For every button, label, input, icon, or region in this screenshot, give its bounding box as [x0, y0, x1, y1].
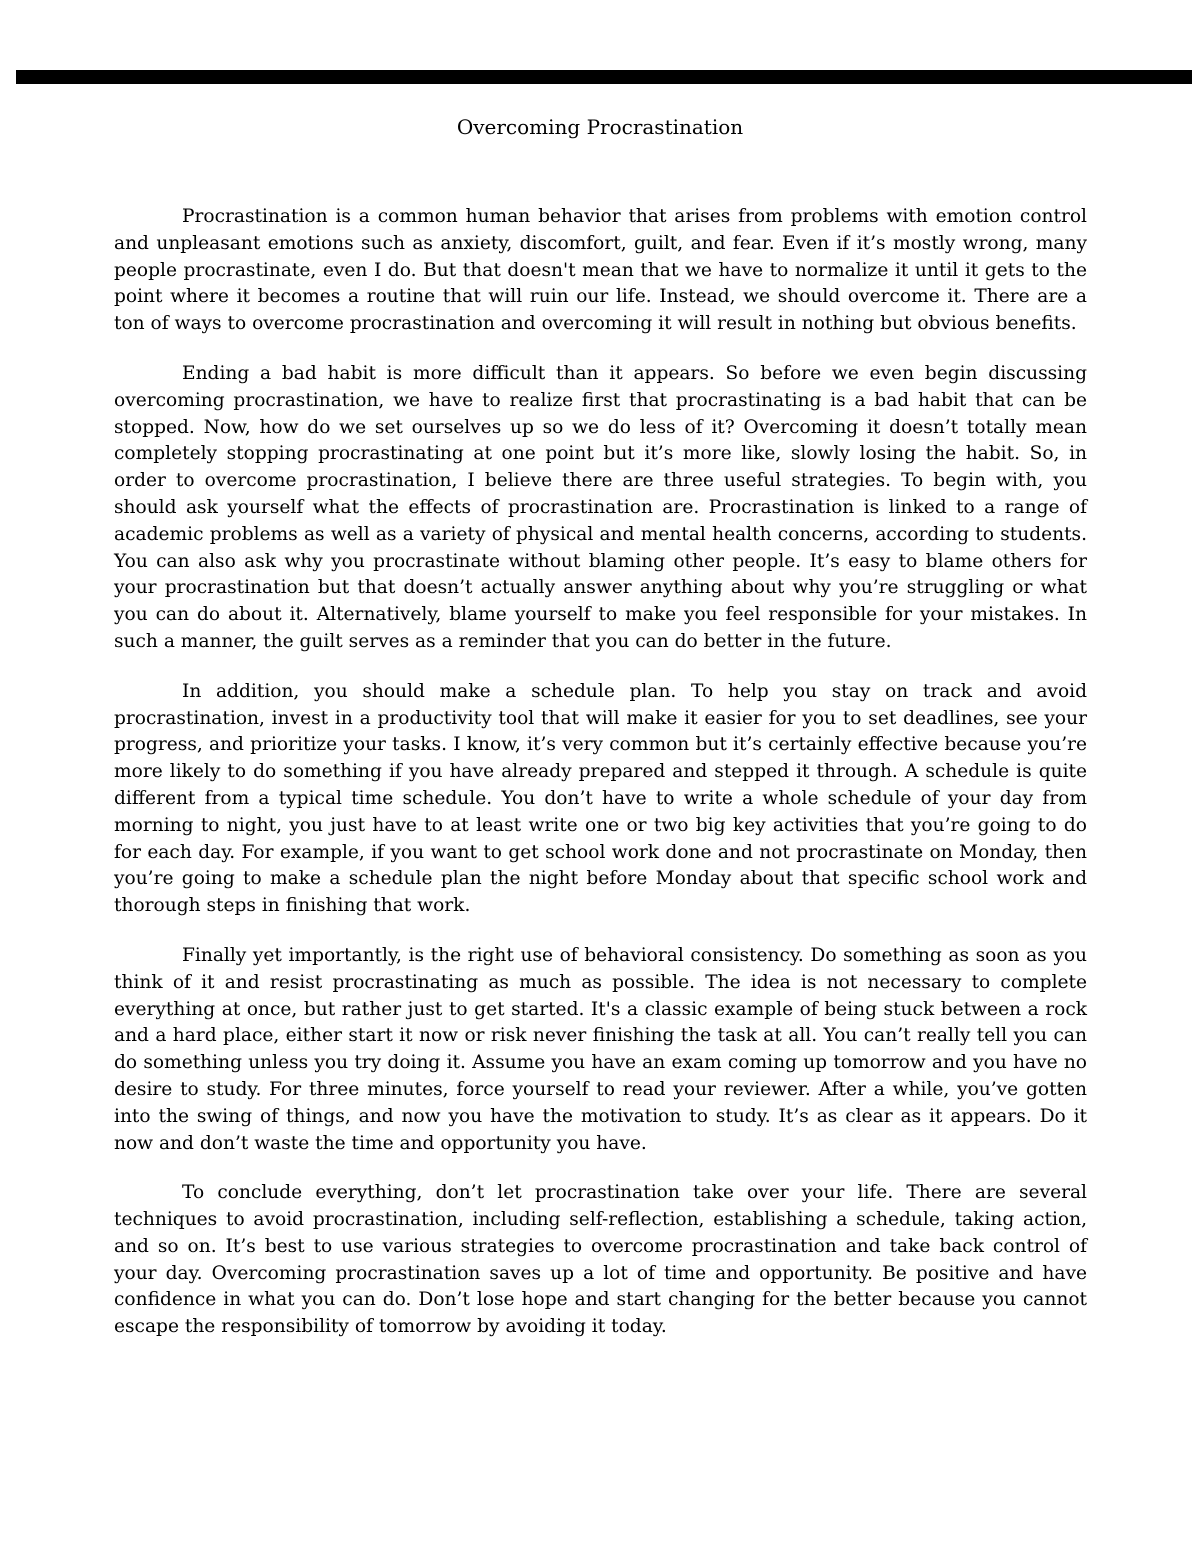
- paragraph-introduction: Procrastination is a common human behavior that arises from problems with emotion control and unpleasant emotions such as anxiety, discomfort, guilt, and fear. Even if it’s mostly wrong, many people procrastinate, even I do. But that doesn't mean that we have to normalize it until it gets to the point where it becomes a routine that will ruin our life. Instead, we should overcome it. There are a ton of ways to overcome procrastination and overcoming it will result in nothing but obvious benefits.: [114, 206, 1087, 335]
- paragraph-reflection: Ending a bad habit is more difficult than it appears. So before we even begin discussing overcoming procrastination, we have to realize first that procrastinating is a bad habit that can be stopped. Now, how do we set ourselves up so we do less of it? Overcoming it doesn’t totally mean completely stopping procrastinating at one point but it’s more like, slowly losing the habit. So, in order to overcome procrastination, I believe there are three useful strategies. To begin with, you should ask yourself what the effects of procrastination are. Procrastination is linked to a range of academic problems as well as a variety of physical and mental health concerns, according to students. You can also ask why you procrastinate without blaming other people. It’s easy to blame others for your procrastination but that doesn’t actually answer anything about why you’re struggling or what you can do about it. Alternatively, blame yourself to make you feel responsible for your mistakes. In such a manner, the guilt serves as a reminder that you can do better in the future.: [114, 362, 1087, 652]
- paragraph-conclusion: To conclude everything, don’t let procrastination take over your life. There are several techniques to avoid procrastination, including self-reflection, establishing a schedule, taking action, and so on. It’s best to use various strategies to overcome procrastination and take back control of your day. Overcoming procrastination saves up a lot of time and opportunity. Be positive and have confidence in what you can do. Don’t lose hope and start changing for the better because you cannot escape the responsibility of tomorrow by avoiding it today.: [114, 1182, 1087, 1338]
- document-body: [114, 204, 1087, 1364]
- paragraph-consistency: Finally yet importantly, is the right use of behavioral consistency. Do something as soon as you think of it and resist procrastinating as much as possible. The idea is not necessary to complete everything at once, but rather just to get started. It's a classic example of being stuck between a rock and a hard place, either start it now or risk never finishing the task at all. You can’t really tell you can do something unless you try doing it. Assume you have an exam coming up tomorrow and you have no desire to study. For three minutes, force yourself to read your reviewer. After a while, you’ve gotten into the swing of things, and now you have the motivation to study. It’s as clear as it appears. Do it now and don’t waste the time and opportunity you have.: [114, 944, 1087, 1154]
- paragraph-schedule: In addition, you should make a schedule plan. To help you stay on track and avoid procrastination, invest in a productivity tool that will make it easier for you to set deadlines, see your progress, and prioritize your tasks. I know, it’s very common but it’s certainly effective because you’re more likely to do something if you have already prepared and stepped it through. A schedule is quite different from a typical time schedule. You don’t have to write a whole schedule of your day from morning to night, you just have to at least write one or two big key activities that you’re going to do for each day. For example, if you want to get school work done and not procrastinate on Monday, then you’re going to make a schedule plan the night before Monday about that specific school work and thorough steps in finishing that work.: [114, 680, 1087, 917]
- document-title: Overcoming Procrastination: [456, 115, 744, 139]
- header-rule: [16, 70, 1192, 84]
